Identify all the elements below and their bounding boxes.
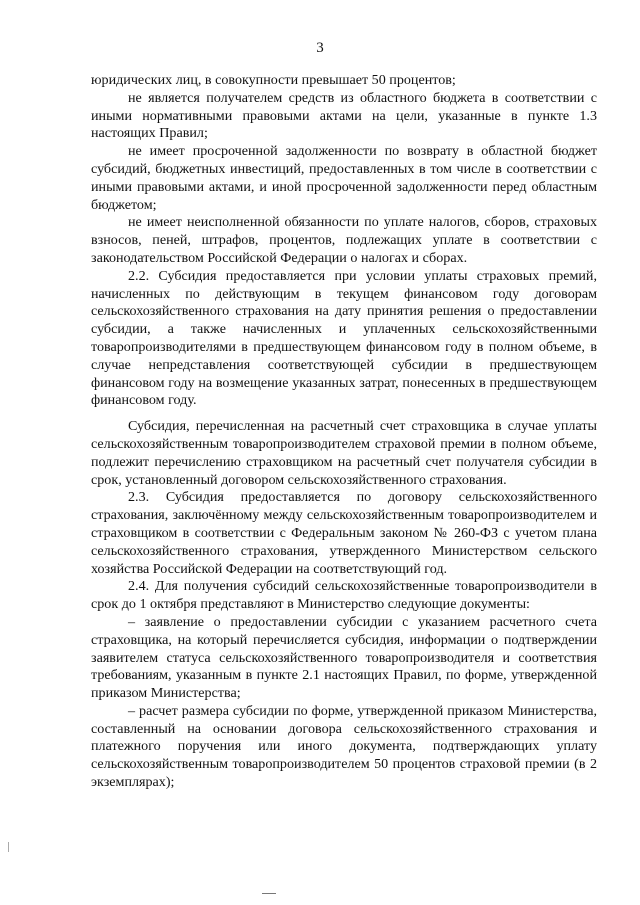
paragraph-clause-2-3: 2.3. Субсидия предоставляется по договору сельскохозяйственного страхования, заключённому между сельскохозяйственным товаропроизводителем и страховщиком в соответствии с Федеральным законом № 260-ФЗ с учетом плана сельскохозяйственного страхования, утвержденного Министерством сельского хозяйства Российской Федерации на соответствующий год. <box>91 489 597 577</box>
page-number: 3 <box>316 40 324 56</box>
paragraph-clause-2-2: 2.2. Субсидия предоставляется при условии уплаты страховых премий, начисленных по действующим в текущем финансовом году договорам сельскохозяйственного страхования на дату принятия решения о предоставлении субсидии, а также начисленных и уплаченных сельскохозяйственными товаропроизводителями в предшествующем финансовом году в полном объеме, в случае непредставления соответствующей субсидии в предшествующем финансовом году на возмещение указанных затрат, понесенных в предшествующем финансовом году. <box>91 267 597 409</box>
document-body <box>91 72 597 792</box>
paragraph-not-recipient: не является получателем средств из областного бюджета в соответствии с иными нормативными правовыми актами на цели, указанные в пункте 1.3 настоящих Правил; <box>91 89 597 142</box>
list-item-application: – заявление о предоставлении субсидии с указанием расчетного счета страховщика, на который перечисляется субсидия, информации о подтверждении заявителем статуса сельскохозяйственного товаропроизводителя и соответствия требованиям, указанным в пункте 2.1 настоящих Правил, по форме, утвержденной приказом Министерства; <box>91 613 597 702</box>
scan-margin-mark <box>8 842 9 852</box>
paragraph-no-overdue-debt: не имеет просроченной задолженности по возврату в областной бюджет субсидий, бюджетных инвестиций, предоставленных в том числе в соответствии с иными правовыми актами, и иной просроченной задолженности перед областным бюджетом; <box>91 143 597 213</box>
paragraph-clause-2-4: 2.4. Для получения субсидий сельскохозяйственные товаропроизводители в срок до 1 октября представляют в Министерство следующие документы: <box>91 578 597 613</box>
paragraph-no-tax-obligation: не имеет неисполненной обязанности по уплате налогов, сборов, страховых взносов, пеней, штрафов, процентов, подлежащих уплате в соответствии с законодательством Российской Федерации о налогах и сборах. <box>91 214 597 266</box>
paragraph-continuation: юридических лиц, в совокупности превышает 50 процентов; <box>91 72 456 88</box>
footer-scan-mark <box>262 893 276 894</box>
list-item-calculation: – расчет размера субсидии по форме, утвержденной приказом Министерства, составленный на основании договора сельскохозяйственного страхования и платежного поручения или иного документа, подтверждающих уплату сельскохозяйственным товаропроизводителем 50 процентов страховой премии (в 2 экземплярах); <box>91 702 597 791</box>
paragraph-subsidy-transfer: Субсидия, перечисленная на расчетный счет страховщика в случае уплаты сельскохозяйственным товаропроизводителем страховой премии в полном объеме, подлежит перечислению страховщиком на расчетный счет получателя субсидии в срок, установленный договором сельскохозяйственного страхования. <box>91 418 597 488</box>
